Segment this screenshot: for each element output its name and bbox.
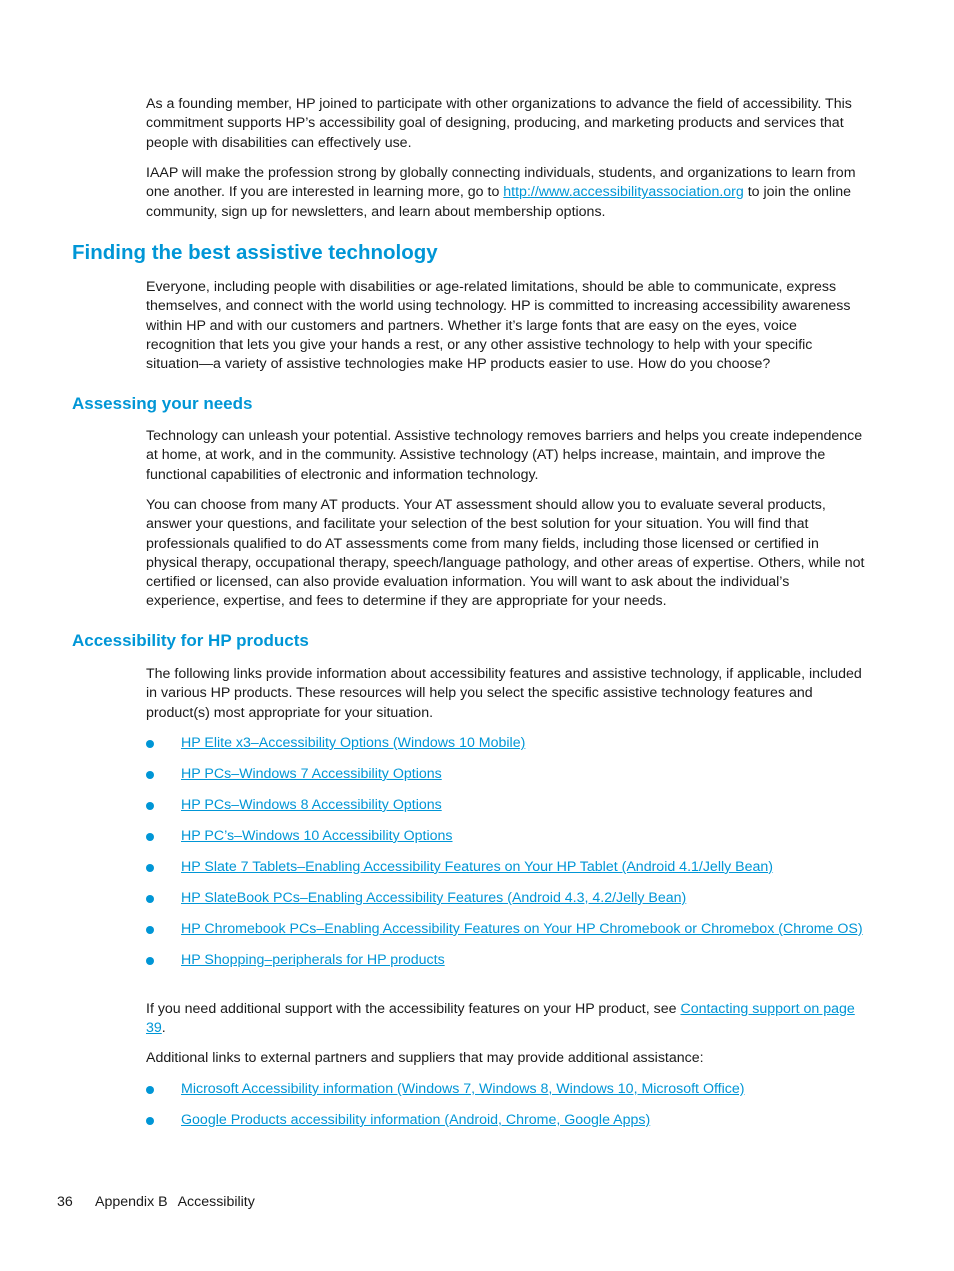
product-links-list bbox=[146, 734, 866, 970]
link-slatebook[interactable]: HP SlateBook PCs–Enabling Accessibility Features (Android 4.3, 4.2/Jelly Bean) bbox=[181, 889, 687, 906]
contacting-support-link[interactable]: Contacting support on page 39 bbox=[146, 1001, 855, 1037]
page-footer bbox=[57, 1193, 255, 1212]
intro-paragraph-2 bbox=[146, 164, 866, 222]
iaap-website-link[interactable]: http://www.accessibilityassociation.org bbox=[503, 184, 744, 201]
link-windows-10[interactable]: HP PC’s–Windows 10 Accessibility Options bbox=[181, 827, 453, 844]
heading-assessing-needs: Assessing your needs bbox=[72, 394, 253, 413]
bullet-icon bbox=[146, 864, 154, 872]
link-google-accessibility[interactable]: Google Products accessibility information (Android, Chrome, Google Apps) bbox=[181, 1111, 651, 1128]
bullet-icon bbox=[146, 957, 154, 965]
bullet-icon bbox=[146, 740, 154, 748]
link-hp-shopping[interactable]: HP Shopping–peripherals for HP products bbox=[181, 951, 445, 968]
list-item bbox=[146, 858, 866, 877]
bullet-icon bbox=[146, 926, 154, 934]
assessing-paragraph-2: You can choose from many AT products. Your AT assessment should allow you to evaluate several products, answer your questions, and facilitate your selection of the best solution for your situation. You will find that professionals qualified to do AT assessments come from many fields, including those licensed or certified in physical therapy, occupational therapy, speech/language pathology, and other areas of expertise. Others, while not certified or licensed, can also provide evaluation information. You will want to ask about the individual’s experience, expertise, and fees to determine if they are appropriate for your needs. bbox=[146, 497, 865, 610]
link-chromebook[interactable]: HP Chromebook PCs–Enabling Accessibility Features on Your HP Chromebook or Chromebox (Chrome OS) bbox=[181, 920, 863, 937]
link-elite-x3[interactable]: HP Elite x3–Accessibility Options (Windows 10 Mobile) bbox=[181, 735, 526, 751]
list-item bbox=[146, 1080, 866, 1099]
page-number: 36 bbox=[57, 1194, 73, 1210]
bullet-icon bbox=[146, 771, 154, 779]
list-item bbox=[146, 951, 866, 970]
list-item bbox=[146, 734, 866, 753]
bullet-icon bbox=[146, 1086, 154, 1094]
bullet-icon bbox=[146, 833, 154, 841]
support-text-after: . bbox=[161, 1020, 166, 1037]
link-windows-7[interactable]: HP PCs–Windows 7 Accessibility Options bbox=[181, 765, 442, 782]
link-microsoft-accessibility[interactable]: Microsoft Accessibility information (Windows 7, Windows 8, Windows 10, Microsoft Office) bbox=[181, 1081, 745, 1097]
bullet-icon bbox=[146, 1117, 154, 1125]
link-slate-7[interactable]: HP Slate 7 Tablets–Enabling Accessibility Features on Your HP Tablet (Android 4.1/Jelly Bean) bbox=[181, 858, 774, 875]
support-text-before: If you need additional support with the accessibility features on your HP product, see bbox=[146, 1001, 681, 1017]
list-item bbox=[146, 889, 866, 908]
intro-paragraph-2-text-after: to join the online community, sign up for newsletters, and learn about membership options. bbox=[146, 184, 852, 220]
list-item bbox=[146, 827, 866, 846]
intro-paragraph-1: As a founding member, HP joined to participate with other organizations to advance the field of accessibility. This commitment supports HP’s accessibility goal of designing, producing, and marketing products and services that people with disabilities can effectively use. bbox=[146, 96, 852, 151]
products-intro-paragraph: The following links provide information about accessibility features and assistive technology, if applicable, included in various HP products. These resources will help you select the specific assistive technology features and product(s) most appropriate for your situation. bbox=[146, 666, 862, 721]
footer-chapter: Accessibility bbox=[177, 1194, 255, 1210]
list-item bbox=[146, 796, 866, 815]
assessing-paragraph-1: Technology can unleash your potential. Assistive technology removes barriers and helps you create independence at home, at work, and in the community. Assistive technology (AT) helps increase, maintain, and improve the functional capabilities of electronic and information technology. bbox=[146, 428, 863, 483]
partner-links-list bbox=[146, 1080, 866, 1130]
list-item bbox=[146, 765, 866, 784]
support-paragraph bbox=[146, 1000, 866, 1039]
list-item bbox=[146, 1111, 866, 1130]
heading-accessibility-hp-products: Accessibility for HP products bbox=[72, 631, 309, 650]
list-item bbox=[146, 920, 866, 939]
bullet-icon bbox=[146, 802, 154, 810]
heading-finding-assistive-technology: Finding the best assistive technology bbox=[72, 241, 438, 264]
bullet-icon bbox=[146, 895, 154, 903]
link-windows-8[interactable]: HP PCs–Windows 8 Accessibility Options bbox=[181, 796, 442, 813]
finding-body-paragraph: Everyone, including people with disabilities or age-related limitations, should be able to communicate, express themselves, and connect with the world using technology. HP is committed to increasing accessibility awareness within HP and with our customers and partners. Whether it’s large fonts that are easy on the eyes, voice recognition that lets you give your hands a rest, or any other assistive technology to help with your specific situation—a variety of assistive technologies make HP products easier to use. How do you choose? bbox=[146, 279, 851, 373]
partners-intro-paragraph: Additional links to external partners and suppliers that may provide additional assistance: bbox=[146, 1050, 704, 1066]
intro-paragraph-2-text-before: IAAP will make the profession strong by globally connecting individuals, students, and organizations to learn from one another. If you are interested in learning more, go to bbox=[146, 165, 856, 201]
footer-appendix: Appendix B bbox=[95, 1194, 168, 1210]
